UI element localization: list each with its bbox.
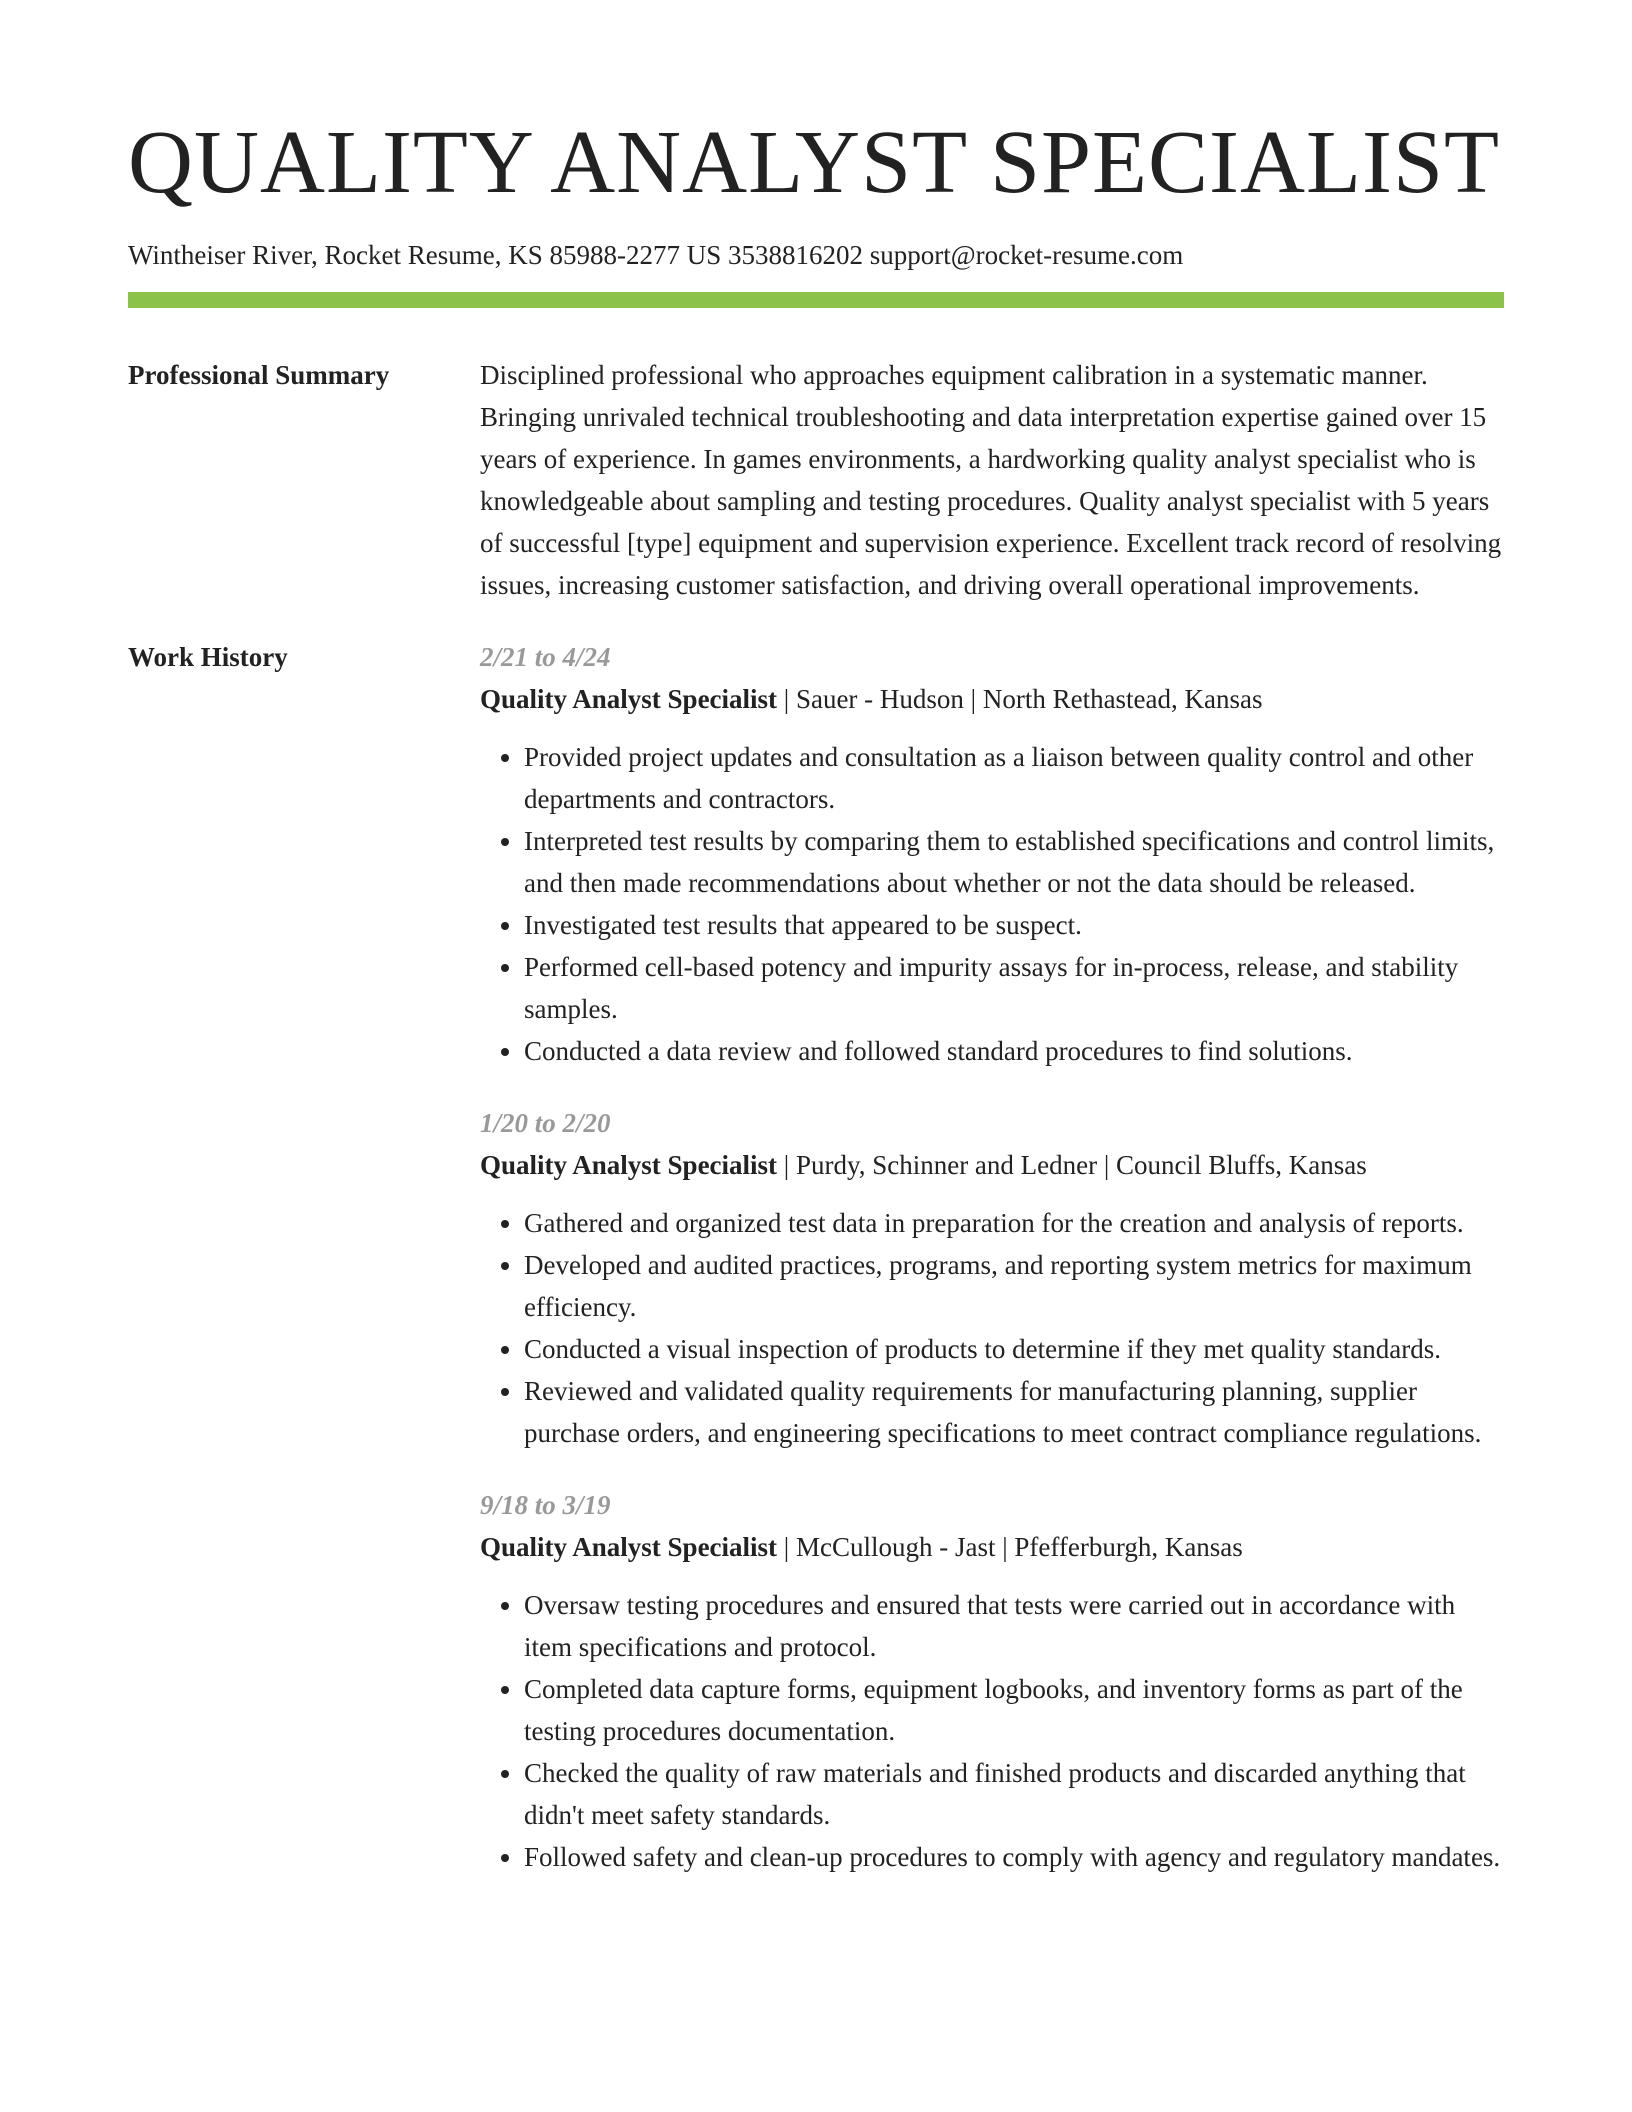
job-line: [480, 678, 1504, 720]
job-bullet: • Interpreted test results by comparing them to established specifications and control limits, and then made recommendations about whether or not the data should be released.: [524, 820, 1504, 904]
job-bullet: • Investigated test results that appeared to be suspect.: [524, 904, 1504, 946]
summary-body: [480, 354, 1504, 606]
summary-text: Disciplined professional who approaches equipment calibration in a systematic manner. Bringing unrivaled technical troubleshooting and data interpretation expertise gained over 15 years of experience. In games environments, a hardworking quality analyst specialist who is knowledgeable about sampling and testing procedures. Quality analyst specialist with 5 years of successful [type] equipment and supervision experience. Excellent track record of resolving issues, increasing customer satisfaction, and driving overall operational improvements.: [480, 360, 1502, 600]
job-entry: [480, 1484, 1504, 1878]
job-title: Quality Analyst Specialist: [480, 684, 778, 714]
job-bullet-list: [480, 736, 1504, 1072]
job-line: [480, 1144, 1504, 1186]
work-history-body: [480, 636, 1504, 1908]
job-title: Quality Analyst Specialist: [480, 1150, 778, 1180]
job-bullet: • Developed and audited practices, programs, and reporting system metrics for maximum efficiency.: [524, 1244, 1504, 1328]
work-history-section: [128, 636, 1504, 1908]
resume-name-heading: QUALITY ANALYST SPECIALIST: [128, 113, 1501, 212]
job-bullet: • Oversaw testing procedures and ensured that tests were carried out in accordance with item specifications and protocol.: [524, 1584, 1504, 1668]
job-bullet-list: [480, 1202, 1504, 1454]
job-bullet: • Checked the quality of raw materials and finished products and discarded anything that didn't meet safety standards.: [524, 1752, 1504, 1836]
job-dates: 1/20 to 2/20: [480, 1108, 611, 1138]
job-bullet: • Followed safety and clean-up procedures to comply with agency and regulatory mandates.: [524, 1836, 1504, 1878]
contact-line: Wintheiser River, Rocket Resume, KS 85988-2277 US 3538816202 support@rocket-resume.com: [128, 240, 1184, 270]
job-line: [480, 1526, 1504, 1568]
section-heading-work-history: Work History: [128, 642, 288, 672]
job-bullet: • Gathered and organized test data in preparation for the creation and analysis of reports.: [524, 1202, 1504, 1244]
job-bullet: • Conducted a visual inspection of products to determine if they met quality standards.: [524, 1328, 1504, 1370]
job-bullet: • Completed data capture forms, equipment logbooks, and inventory forms as part of the testing procedures documentation.: [524, 1668, 1504, 1752]
professional-summary-section: [128, 354, 1504, 606]
section-heading-professional-summary: Professional Summary: [128, 360, 390, 390]
job-bullet: • Performed cell-based potency and impurity assays for in-process, release, and stability samples.: [524, 946, 1504, 1030]
job-entry: [480, 636, 1504, 1072]
job-details: | Purdy, Schinner and Ledner | Council Bluffs, Kansas: [777, 1150, 1367, 1180]
job-bullet: • Provided project updates and consultation as a liaison between quality control and other departments and contractors.: [524, 736, 1504, 820]
accent-divider: [128, 292, 1504, 308]
job-bullet: • Conducted a data review and followed standard procedures to find solutions.: [524, 1030, 1504, 1072]
job-bullet-list: [480, 1584, 1504, 1878]
resume-page: [128, 113, 1504, 1908]
job-details: | McCullough - Jast | Pfefferburgh, Kansas: [777, 1532, 1243, 1562]
job-details: | Sauer - Hudson | North Rethastead, Kansas: [777, 684, 1263, 714]
job-title: Quality Analyst Specialist: [480, 1532, 778, 1562]
job-entry: [480, 1102, 1504, 1454]
job-bullet: • Reviewed and validated quality requirements for manufacturing planning, supplier purchase orders, and engineering specifications to meet contract compliance regulations.: [524, 1370, 1504, 1454]
job-dates: 2/21 to 4/24: [480, 642, 611, 672]
job-dates: 9/18 to 3/19: [480, 1490, 611, 1520]
